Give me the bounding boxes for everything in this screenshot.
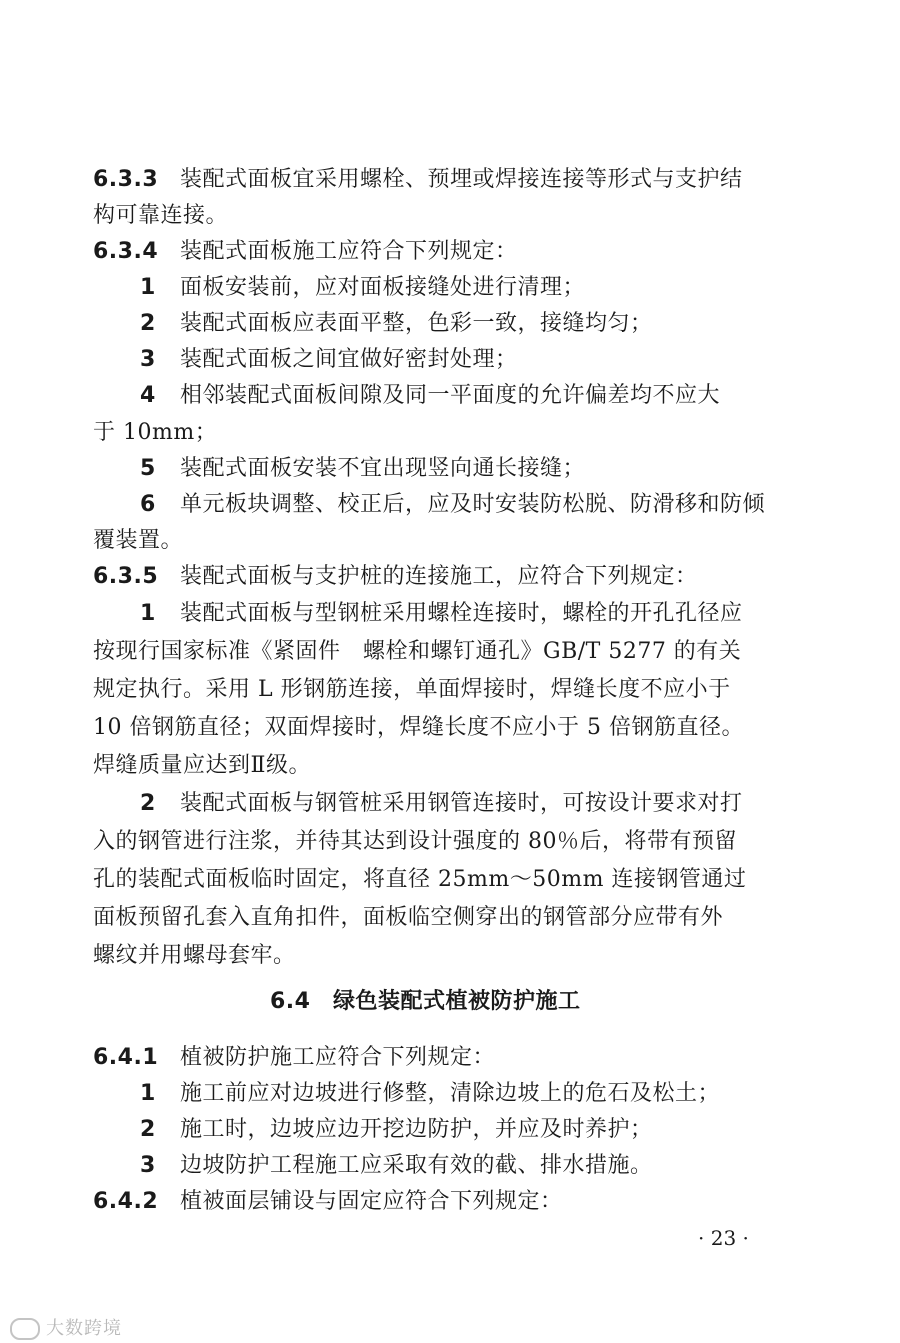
list-item bbox=[0, 786, 900, 822]
watermark-logo-icon bbox=[10, 1318, 40, 1340]
item-number: 4 bbox=[140, 383, 156, 408]
item-text: 焊缝质量应达到Ⅱ级。 bbox=[93, 753, 311, 778]
watermark bbox=[10, 1314, 122, 1340]
item-text: 螺纹并用螺母套牢。 bbox=[93, 943, 296, 968]
clause-number: 6.3.4 bbox=[93, 239, 159, 264]
list-item bbox=[0, 487, 900, 523]
item-text: 于 10mm； bbox=[93, 420, 218, 445]
item-number: 3 bbox=[140, 347, 156, 372]
list-item bbox=[0, 270, 900, 306]
item-number: 1 bbox=[140, 275, 156, 300]
item-text: 装配式面板安装不宜出现竖向通长接缝； bbox=[180, 456, 586, 481]
page-number: · 23 · bbox=[698, 1226, 749, 1250]
item-text: 面板安装前，应对面板接缝处进行清理； bbox=[180, 275, 586, 300]
clause-text: 植被防护施工应符合下列规定： bbox=[180, 1045, 496, 1070]
list-item-cont bbox=[0, 710, 900, 746]
section-heading bbox=[0, 984, 900, 1020]
list-item-cont bbox=[0, 938, 900, 974]
section-title: 绿色装配式植被防护施工 bbox=[333, 989, 581, 1014]
item-text: 面板预留孔套入直角扣件，面板临空侧穿出的钢管部分应带有外 bbox=[93, 905, 724, 930]
item-text: 覆装置。 bbox=[93, 528, 184, 553]
watermark-text: 大数跨境 bbox=[46, 1318, 122, 1339]
item-text: 装配式面板之间宜做好密封处理； bbox=[180, 347, 518, 372]
item-number: 6 bbox=[140, 492, 156, 517]
clause-text: 装配式面板与支护桩的连接施工，应符合下列规定： bbox=[180, 564, 698, 589]
clause-6-3-3 bbox=[0, 162, 900, 198]
list-item-cont bbox=[0, 672, 900, 708]
list-item bbox=[0, 1112, 900, 1148]
item-text: 施工前应对边坡进行修整，清除边坡上的危石及松土； bbox=[180, 1081, 721, 1106]
clause-number: 6.4.1 bbox=[93, 1045, 159, 1070]
item-text: 施工时，边坡应边开挖边防护，并应及时养护； bbox=[180, 1117, 653, 1142]
item-text: 孔的装配式面板临时固定，将直径 25mm～50mm 连接钢管通过 bbox=[93, 867, 747, 892]
list-item-cont bbox=[0, 862, 900, 898]
list-item bbox=[0, 306, 900, 342]
list-item bbox=[0, 378, 900, 414]
list-item-cont bbox=[0, 634, 900, 670]
clause-number: 6.3.3 bbox=[93, 167, 159, 192]
clause-text: 构可靠连接。 bbox=[93, 203, 229, 228]
clause-6-3-3-cont bbox=[0, 198, 900, 234]
list-item bbox=[0, 451, 900, 487]
list-item-cont bbox=[0, 523, 900, 559]
item-number: 5 bbox=[140, 456, 156, 481]
clause-text: 装配式面板宜采用螺栓、预埋或焊接连接等形式与支护结 bbox=[180, 167, 743, 192]
list-item bbox=[0, 1148, 900, 1184]
clause-text: 装配式面板施工应符合下列规定： bbox=[180, 239, 518, 264]
item-text: 规定执行。采用 L 形钢筋连接，单面焊接时，焊缝长度不应小于 bbox=[93, 677, 731, 702]
clause-number: 6.3.5 bbox=[93, 564, 159, 589]
item-number: 2 bbox=[140, 791, 156, 816]
clause-6-4-2 bbox=[0, 1184, 900, 1220]
list-item-cont bbox=[0, 748, 900, 784]
clause-number: 6.4.2 bbox=[93, 1189, 159, 1214]
item-text: 按现行国家标准《紧固件 螺栓和螺钉通孔》GB/T 5277 的有关 bbox=[93, 639, 742, 664]
item-number: 1 bbox=[140, 601, 156, 626]
list-item-cont bbox=[0, 415, 900, 451]
item-number: 1 bbox=[140, 1081, 156, 1106]
clause-6-3-5 bbox=[0, 559, 900, 595]
list-item bbox=[0, 1076, 900, 1112]
list-item bbox=[0, 342, 900, 378]
clause-6-4-1 bbox=[0, 1040, 900, 1076]
clause-text: 植被面层铺设与固定应符合下列规定： bbox=[180, 1189, 563, 1214]
item-number: 2 bbox=[140, 311, 156, 336]
item-text: 装配式面板与钢管桩采用钢管连接时，可按设计要求对打 bbox=[180, 791, 743, 816]
section-number: 6.4 bbox=[270, 989, 311, 1014]
list-item-cont bbox=[0, 900, 900, 936]
item-text: 装配式面板应表面平整，色彩一致，接缝均匀； bbox=[180, 311, 653, 336]
item-number: 3 bbox=[140, 1153, 156, 1178]
list-item bbox=[0, 596, 900, 632]
item-text: 装配式面板与型钢桩采用螺栓连接时，螺栓的开孔孔径应 bbox=[180, 601, 743, 626]
item-text: 10 倍钢筋直径；双面焊接时，焊缝长度不应小于 5 倍钢筋直径。 bbox=[93, 715, 744, 740]
item-text: 边坡防护工程施工应采取有效的截、排水措施。 bbox=[180, 1153, 653, 1178]
list-item-cont bbox=[0, 824, 900, 860]
item-text: 相邻装配式面板间隙及同一平面度的允许偏差均不应大 bbox=[180, 383, 721, 408]
item-text: 单元板块调整、校正后，应及时安装防松脱、防滑移和防倾 bbox=[180, 492, 766, 517]
item-text: 入的钢管进行注浆，并待其达到设计强度的 80％后，将带有预留 bbox=[93, 829, 737, 854]
clause-6-3-4 bbox=[0, 234, 900, 270]
item-number: 2 bbox=[140, 1117, 156, 1142]
